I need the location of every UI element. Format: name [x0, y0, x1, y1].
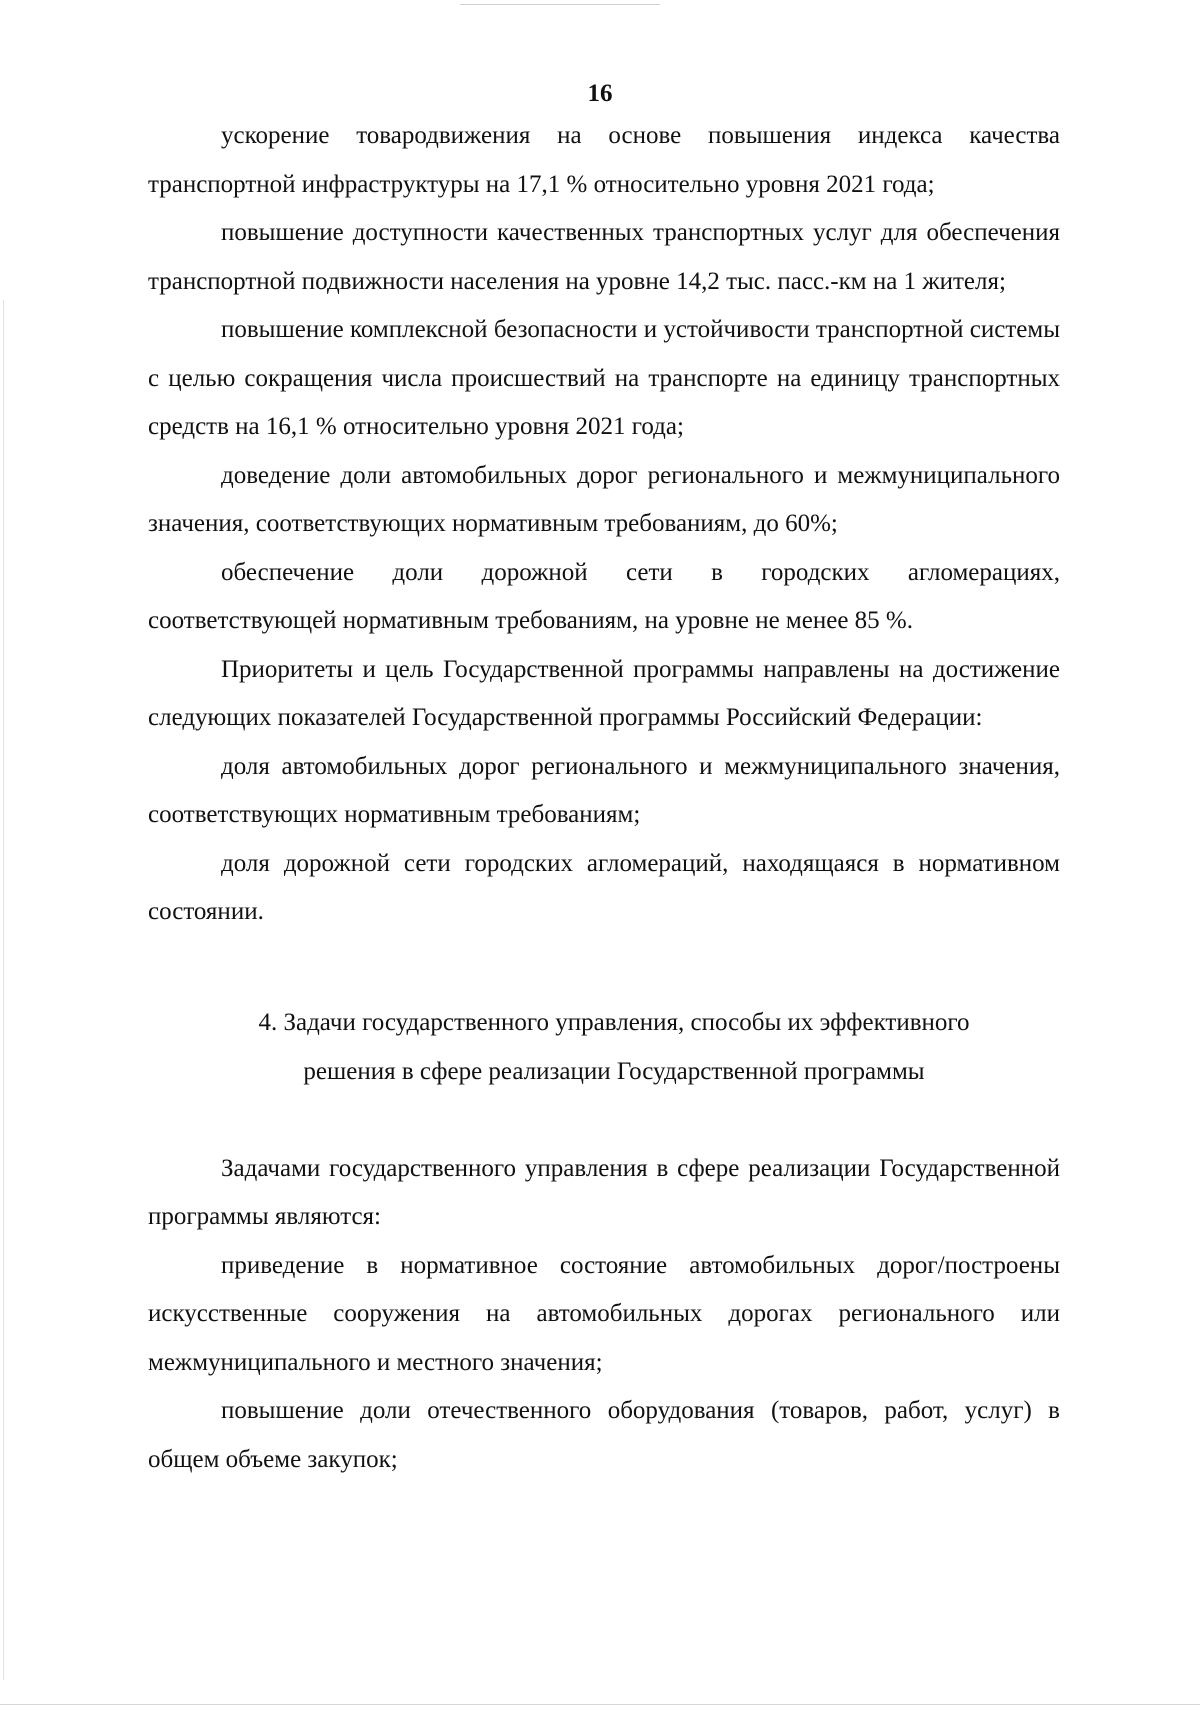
paragraph: повышение комплексной безопасности и устойчивости транспортной системы с целью сокращения числа происшествий на транспорте на единицу транспортных средств на 16,1 % относительно уровня 2021 года;	[148, 316, 1060, 440]
scan-edge-top	[460, 4, 660, 5]
spacer	[148, 937, 1060, 998]
paragraph: приведение в нормативное состояние автомобильных дорог/построены искусственные сооружения на автомобильных дорогах регионального или межмуниципального и местного значения;	[148, 1251, 1060, 1376]
paragraph: доведение доли автомобильных дорог регионального и межмуниципального значения, соответствующих нормативным требованиям, до 60%;	[148, 461, 1060, 537]
paragraph: доля дорожной сети городских агломераций, находящаяся в нормативном состоянии.	[148, 849, 1060, 925]
paragraph: повышение доли отечественного оборудования (товаров, работ, услуг) в общем объеме закупок;	[148, 1397, 1060, 1473]
paragraph: Задачами государственного управления в сфере реализации Государственной программы являются:	[148, 1154, 1060, 1230]
section-heading	[148, 998, 1060, 1096]
section-heading-line-1: 4. Задачи государственного управления, способы их эффективного	[258, 1008, 970, 1036]
section-heading-line-2: решения в сфере реализации Государственной программы	[303, 1057, 925, 1085]
paragraph: ускорение товародвижения на основе повышения индекса качества транспортной инфраструктуры на 17,1 % относительно уровня 2021 года;	[148, 122, 1060, 198]
scan-edge-left	[3, 300, 4, 1680]
spacer	[148, 1096, 1060, 1145]
page-number: 16	[587, 80, 613, 107]
paragraph: Приоритеты и цель Государственной программы направлены на достижение следующих показателей Государственной программы Российский Федерации:	[148, 655, 1060, 731]
paragraph: повышение доступности качественных транспортных услуг для обеспечения транспортной подвижности населения на уровне 14,2 тыс. пасс.-км на 1 жителя;	[148, 219, 1060, 295]
scan-edge-bottom	[0, 1704, 1200, 1705]
paragraph: доля автомобильных дорог регионального и межмуниципального значения, соответствующих нормативным требованиям;	[148, 752, 1060, 828]
paragraph: обеспечение доли дорожной сети в городских агломерациях, соответствующей нормативным требованиям, на уровне не менее 85 %.	[148, 558, 1060, 634]
document-body	[148, 112, 1060, 1484]
